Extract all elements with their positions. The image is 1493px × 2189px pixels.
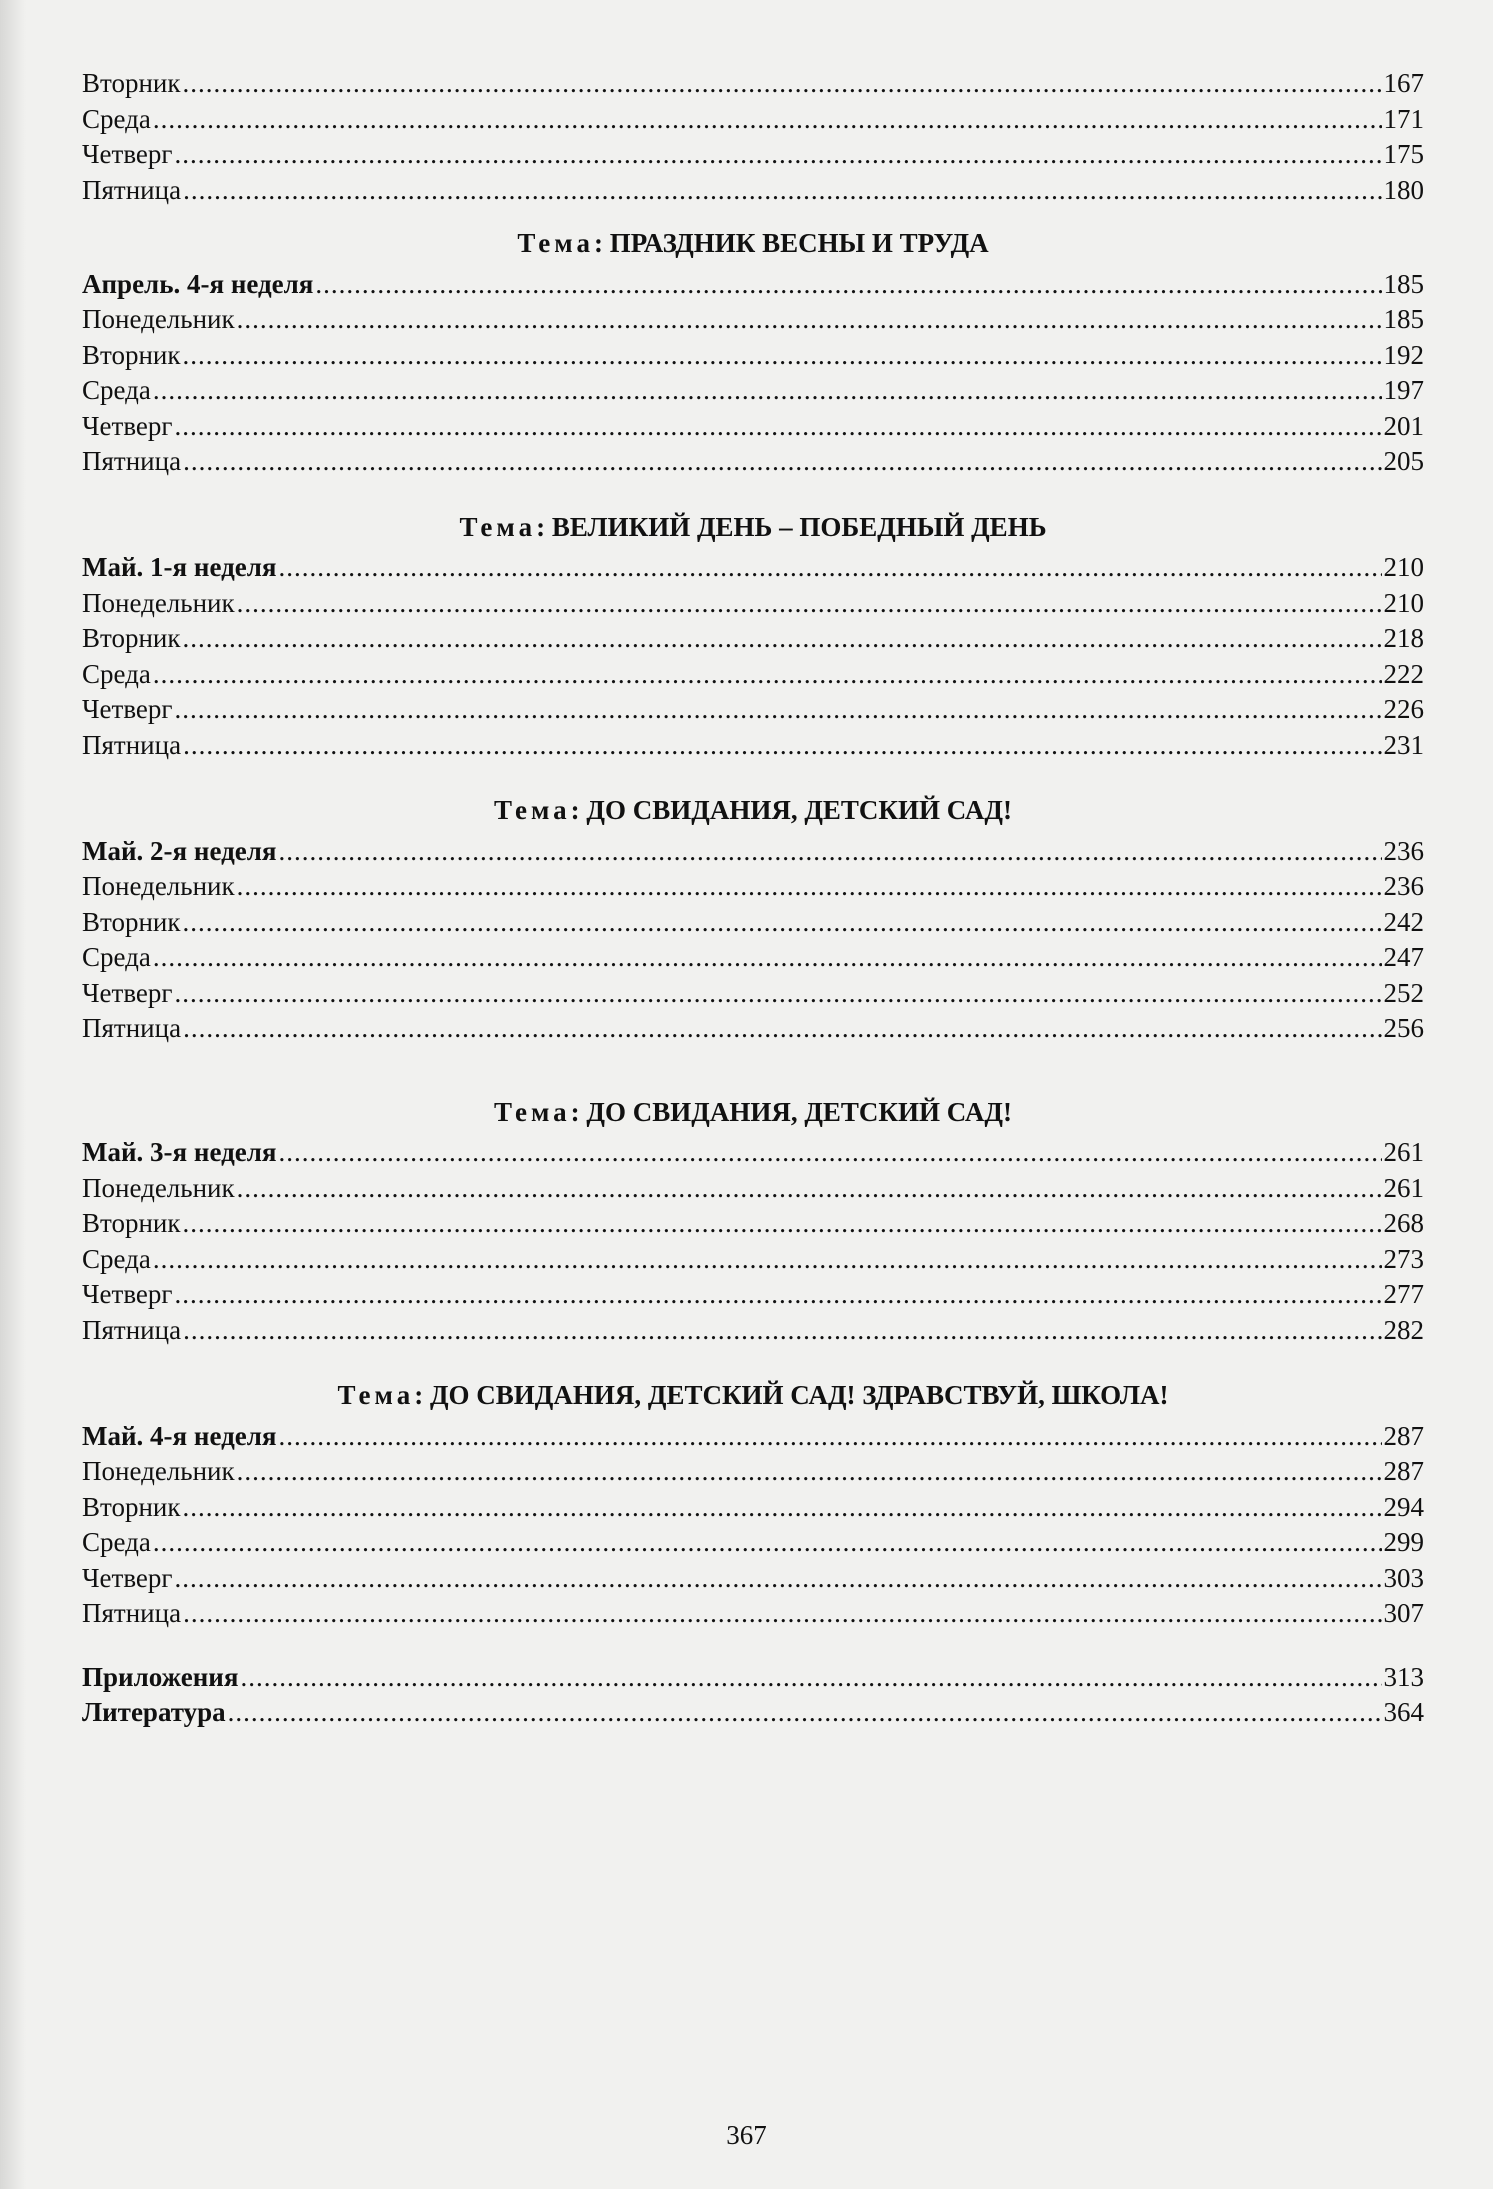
- dot-leader: [153, 657, 1382, 693]
- toc-label: Май. 3-я неделя: [82, 1137, 277, 1167]
- toc-row: [82, 692, 1424, 728]
- toc-label: Литература: [82, 1697, 226, 1727]
- toc-row: [82, 137, 1424, 173]
- toc-label: Четверг: [82, 1279, 173, 1309]
- toc-row: [82, 976, 1424, 1012]
- dot-leader: [153, 1242, 1382, 1278]
- toc-extras: [82, 1660, 1424, 1731]
- toc-label: Май. 2-я неделя: [82, 835, 277, 866]
- toc-label: Апрель. 4-я неделя: [82, 268, 314, 299]
- dot-leader: [153, 102, 1382, 138]
- toc-page: 226: [1383, 694, 1424, 724]
- toc-page: 287: [1383, 1456, 1424, 1486]
- toc-label: Среда: [82, 658, 151, 689]
- toc-label: Май. 1-я неделя: [82, 552, 277, 582]
- toc-row: [82, 1313, 1424, 1349]
- toc-row: [82, 102, 1424, 138]
- toc-page: 247: [1383, 942, 1424, 972]
- toc-row: [82, 728, 1424, 764]
- toc-page: 294: [1383, 1491, 1424, 1522]
- toc-page: 236: [1383, 871, 1424, 901]
- section-theme-heading: Тема: ПРАЗДНИК ВЕСНЫ И ТРУДА: [517, 228, 989, 258]
- dot-leader: [237, 1171, 1382, 1207]
- toc-label: Вторник: [82, 623, 181, 653]
- dot-leader: [240, 1660, 1381, 1696]
- dot-leader: [315, 267, 1381, 303]
- dot-leader: [183, 1596, 1381, 1632]
- toc-row: [82, 940, 1424, 976]
- toc-appendix-row: [82, 1660, 1424, 1696]
- toc-row: [82, 586, 1424, 622]
- toc-page: 185: [1383, 304, 1424, 334]
- toc-label: Вторник: [82, 906, 181, 937]
- toc-page: 299: [1383, 1527, 1424, 1557]
- toc-label: Пятница: [82, 1314, 182, 1345]
- toc-row: [82, 905, 1424, 941]
- toc-row: [82, 1561, 1424, 1597]
- dot-leader: [153, 940, 1382, 976]
- toc-page: 197: [1383, 375, 1424, 405]
- toc-label: Вторник: [82, 68, 181, 98]
- toc-row: [82, 657, 1424, 693]
- dot-leader: [278, 834, 1381, 870]
- toc-label: Понедельник: [82, 1456, 235, 1486]
- toc-row: [82, 66, 1424, 102]
- dot-leader: [278, 1135, 1381, 1171]
- dot-leader: [174, 692, 1381, 728]
- toc-label: Четверг: [82, 1562, 173, 1593]
- toc-label: Среда: [82, 942, 151, 972]
- dot-leader: [153, 1525, 1382, 1561]
- toc-label: Приложения: [82, 1661, 239, 1692]
- toc-label: Пятница: [82, 1598, 182, 1628]
- toc-page: 303: [1383, 1562, 1424, 1593]
- dot-leader: [183, 728, 1381, 764]
- toc-row: [82, 621, 1424, 657]
- toc-row: [82, 1596, 1424, 1632]
- section-theme-heading: Тема: ВЕЛИКИЙ ДЕНЬ – ПОБЕДНЫЙ ДЕНЬ: [459, 511, 1047, 542]
- toc-label: Пятница: [82, 729, 182, 760]
- toc-row: [82, 338, 1424, 374]
- toc-row: [82, 373, 1424, 409]
- toc-page: 252: [1383, 977, 1424, 1008]
- toc-label: Среда: [82, 1527, 151, 1557]
- toc-literature-row: [82, 1695, 1424, 1731]
- section-theme-heading: Тема: ДО СВИДАНИЯ, ДЕТСКИЙ САД! ЗДРАВСТВУЙ, ШКОЛА!: [337, 1380, 1169, 1410]
- toc-page: 192: [1383, 339, 1424, 370]
- toc-label: Май. 4-я неделя: [82, 1420, 277, 1451]
- toc-label: Четверг: [82, 139, 173, 169]
- toc-row: [82, 1206, 1424, 1242]
- dot-leader: [228, 1695, 1382, 1731]
- dot-leader: [237, 1454, 1382, 1490]
- dot-leader: [278, 550, 1381, 586]
- page-number: 367: [726, 2120, 767, 2150]
- toc-row: [82, 173, 1424, 209]
- toc-page: 205: [1383, 446, 1424, 476]
- toc-page: 231: [1383, 729, 1424, 760]
- toc-week-row: [82, 550, 1424, 586]
- toc-row: [82, 409, 1424, 445]
- toc-label: Понедельник: [82, 871, 235, 901]
- toc-page: 287: [1383, 1420, 1424, 1451]
- toc-page: 210: [1383, 587, 1424, 618]
- toc-page: 218: [1383, 623, 1424, 653]
- toc-page: 282: [1383, 1314, 1424, 1345]
- dot-leader: [237, 869, 1382, 905]
- dot-leader: [174, 409, 1381, 445]
- dot-leader: [183, 1313, 1381, 1349]
- toc-row: [82, 302, 1424, 338]
- toc-page: 261: [1383, 1137, 1424, 1167]
- toc-page: 277: [1383, 1279, 1424, 1309]
- dot-leader: [174, 137, 1381, 173]
- toc-label: Четверг: [82, 410, 173, 441]
- dot-leader: [183, 444, 1381, 480]
- dot-leader: [237, 586, 1382, 622]
- toc-row: [82, 1454, 1424, 1490]
- toc-row: [82, 1011, 1424, 1047]
- toc-page: 307: [1383, 1598, 1424, 1628]
- toc-label: Вторник: [82, 339, 181, 370]
- toc-page: 261: [1383, 1172, 1424, 1203]
- toc-page: 236: [1383, 835, 1424, 866]
- toc-page: 242: [1383, 906, 1424, 937]
- toc-row: [82, 869, 1424, 905]
- toc-label: Понедельник: [82, 587, 235, 618]
- dot-leader: [182, 66, 1381, 102]
- toc-page: 364: [1383, 1697, 1424, 1727]
- toc-page: 171: [1383, 103, 1424, 134]
- dot-leader: [183, 1011, 1381, 1047]
- toc-week-row: [82, 267, 1424, 303]
- toc-label: Среда: [82, 375, 151, 405]
- toc-row: [82, 444, 1424, 480]
- toc-row: [82, 1171, 1424, 1207]
- toc-label: Вторник: [82, 1208, 181, 1238]
- book-spine-shadow: [0, 0, 26, 2189]
- toc-label: Пятница: [82, 1013, 182, 1043]
- toc-page: 180: [1383, 174, 1424, 205]
- toc-label: Среда: [82, 1243, 151, 1274]
- toc-page: 167: [1383, 68, 1424, 98]
- toc-row: [82, 1490, 1424, 1526]
- toc-label: Среда: [82, 103, 151, 134]
- toc-label: Пятница: [82, 446, 182, 476]
- toc-label: Вторник: [82, 1491, 181, 1522]
- toc-week-row: [82, 1135, 1424, 1171]
- dot-leader: [182, 1206, 1381, 1242]
- toc-row: [82, 1242, 1424, 1278]
- dot-leader: [174, 1561, 1381, 1597]
- toc-row: [82, 1277, 1424, 1313]
- section-theme-heading: Тема: ДО СВИДАНИЯ, ДЕТСКИЙ САД!: [494, 1096, 1012, 1127]
- toc-page: 175: [1383, 139, 1424, 169]
- toc-label: Понедельник: [82, 304, 235, 334]
- dot-leader: [153, 373, 1382, 409]
- dot-leader: [182, 338, 1381, 374]
- toc-page: 313: [1383, 1661, 1424, 1692]
- toc-page: 201: [1383, 410, 1424, 441]
- toc-row: [82, 1525, 1424, 1561]
- toc-week-row: [82, 834, 1424, 870]
- toc-page: 256: [1383, 1013, 1424, 1043]
- dot-leader: [182, 905, 1381, 941]
- toc-label: Четверг: [82, 977, 173, 1008]
- dot-leader: [237, 302, 1382, 338]
- toc-week-row: [82, 1419, 1424, 1455]
- toc-label: Четверг: [82, 694, 173, 724]
- toc-page: 222: [1383, 658, 1424, 689]
- dot-leader: [182, 1490, 1381, 1526]
- toc-label: Понедельник: [82, 1172, 235, 1203]
- toc-page: 273: [1383, 1243, 1424, 1274]
- dot-leader: [278, 1419, 1381, 1455]
- toc-page: 185: [1383, 268, 1424, 299]
- dot-leader: [183, 173, 1381, 209]
- toc-page: 268: [1383, 1208, 1424, 1238]
- toc-page: 210: [1383, 552, 1424, 582]
- section-theme-heading: Тема: ДО СВИДАНИЯ, ДЕТСКИЙ САД!: [494, 795, 1012, 825]
- dot-leader: [174, 976, 1381, 1012]
- toc-label: Пятница: [82, 174, 182, 205]
- dot-leader: [182, 621, 1381, 657]
- table-of-contents: [82, 66, 1424, 1731]
- dot-leader: [174, 1277, 1381, 1313]
